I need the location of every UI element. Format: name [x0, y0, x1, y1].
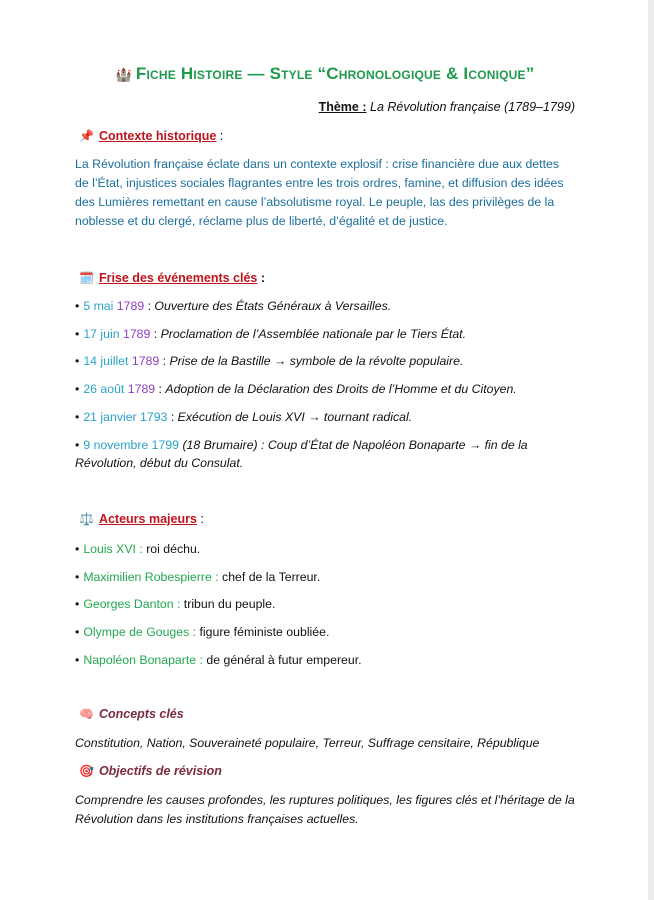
event-day: 9 novembre 1799 — [83, 438, 180, 452]
bullet: • — [75, 625, 80, 639]
title-text: Fiche Histoire — Style “Chronologique & Iconique” — [135, 64, 535, 83]
acteurs-heading-suffix: : — [196, 512, 204, 526]
theme-value: La Révolution française (1789–1799) — [370, 100, 575, 114]
theme-label: Thème : — [318, 100, 367, 114]
event-year: 1789 — [119, 327, 151, 341]
actor-description: tribun du peuple. — [180, 597, 276, 611]
contexte-paragraph: La Révolution française éclate dans un contexte explosif : crise financière due aux dettes de l’État, injustices sociales flagrantes entre les trois ordres, famine, et diffusion des idées des Lumières remettant en cause l’absolutisme royal. Le peuple, las des privilèges de la noblesse et du clergé, réclame plus de liberté, d’égalité et de justice. — [75, 157, 564, 228]
objectifs-heading-text: Objectifs de révision — [98, 764, 222, 778]
actor-name: Georges Danton : — [83, 597, 181, 611]
bullet: • — [75, 354, 80, 368]
section-contexte-heading — [79, 129, 223, 143]
bullet: • — [75, 570, 80, 584]
castle-icon: 🏰 — [115, 67, 132, 82]
event-text: Adoption de la Déclaration des Droits de l’Homme et du Citoyen. — [165, 382, 517, 396]
event-day: 26 août — [83, 382, 125, 396]
event-separator: : — [155, 382, 166, 396]
event-text: Prise de la Bastille → symbole de la révolte populaire. — [169, 354, 464, 368]
pushpin-icon: 📌 — [79, 129, 94, 143]
actor-item — [75, 595, 575, 613]
event-item — [75, 436, 575, 472]
bullet: • — [75, 542, 80, 556]
event-year: 1789 — [128, 354, 160, 368]
concepts-heading-text: Concepts clés — [98, 707, 184, 721]
frise-heading-text: Frise des événements clés — [98, 271, 258, 285]
bullet: • — [75, 410, 80, 424]
page-edge — [648, 0, 654, 900]
event-separator: : — [167, 410, 178, 424]
event-day: 5 mai — [83, 299, 114, 313]
event-text: Proclamation de l’Assemblée nationale par le Tiers État. — [160, 327, 467, 341]
actor-description: de général à futur empereur. — [202, 653, 362, 667]
section-acteurs-heading — [79, 512, 204, 526]
event-text: Exécution de Louis XVI → tournant radical. — [177, 410, 413, 424]
contexte-heading-text: Contexte historique — [98, 129, 217, 143]
event-text: Ouverture des États Généraux à Versailles. — [154, 299, 392, 313]
event-separator: : — [144, 299, 155, 313]
event-item — [75, 297, 575, 315]
event-year: 1789 — [124, 382, 156, 396]
actor-name: Olympe de Gouges : — [83, 625, 197, 639]
event-separator: : — [159, 354, 170, 368]
section-concepts-heading — [79, 707, 184, 721]
actor-description: figure féministe oubliée. — [196, 625, 330, 639]
bullet: • — [75, 438, 80, 452]
event-item — [75, 325, 575, 343]
contexte-heading-suffix: : — [216, 129, 224, 143]
section-objectifs-heading — [79, 764, 222, 778]
actor-name: Louis XVI : — [83, 542, 143, 556]
bullet: • — [75, 299, 80, 313]
event-day: 14 juillet — [83, 354, 129, 368]
concepts-text: Constitution, Nation, Souveraineté populaire, Terreur, Suffrage censitaire, République — [75, 736, 540, 750]
event-year: 1789 — [113, 299, 145, 313]
theme-line — [319, 100, 575, 114]
frise-heading-suffix: : — [257, 271, 266, 285]
calendar-icon: 🗓️ — [79, 271, 94, 285]
actor-item — [75, 623, 575, 641]
actor-item — [75, 651, 575, 669]
section-frise-heading — [79, 271, 265, 285]
event-day: 17 juin — [83, 327, 120, 341]
page-title — [85, 64, 565, 84]
bullet: • — [75, 653, 80, 667]
actor-name: Napoléon Bonaparte : — [83, 653, 203, 667]
event-day: 21 janvier 1793 — [83, 410, 168, 424]
actor-item — [75, 540, 575, 558]
event-item — [75, 352, 575, 370]
actor-description: chef de la Terreur. — [218, 570, 321, 584]
target-icon: 🎯 — [79, 764, 94, 778]
bullet: • — [75, 327, 80, 341]
actor-description: roi déchu. — [142, 542, 201, 556]
acteurs-heading-text: Acteurs majeurs — [98, 512, 197, 526]
event-item — [75, 408, 575, 426]
bullet: • — [75, 382, 80, 396]
event-text: (18 Brumaire) : Coup d’État de Napoléon Bonaparte → fin de la Révolution, début du Consulat. — [75, 438, 528, 470]
brain-icon: 🧠 — [79, 707, 94, 721]
actor-item — [75, 568, 575, 586]
scales-icon: ⚖️ — [79, 512, 94, 526]
bullet: • — [75, 597, 80, 611]
event-item — [75, 380, 575, 398]
objectifs-text: Comprendre les causes profondes, les ruptures politiques, les figures clés et l’héritage de la Révolution dans les institutions françaises actuelles. — [75, 793, 575, 826]
event-separator: : — [150, 327, 161, 341]
actor-name: Maximilien Robespierre : — [83, 570, 219, 584]
